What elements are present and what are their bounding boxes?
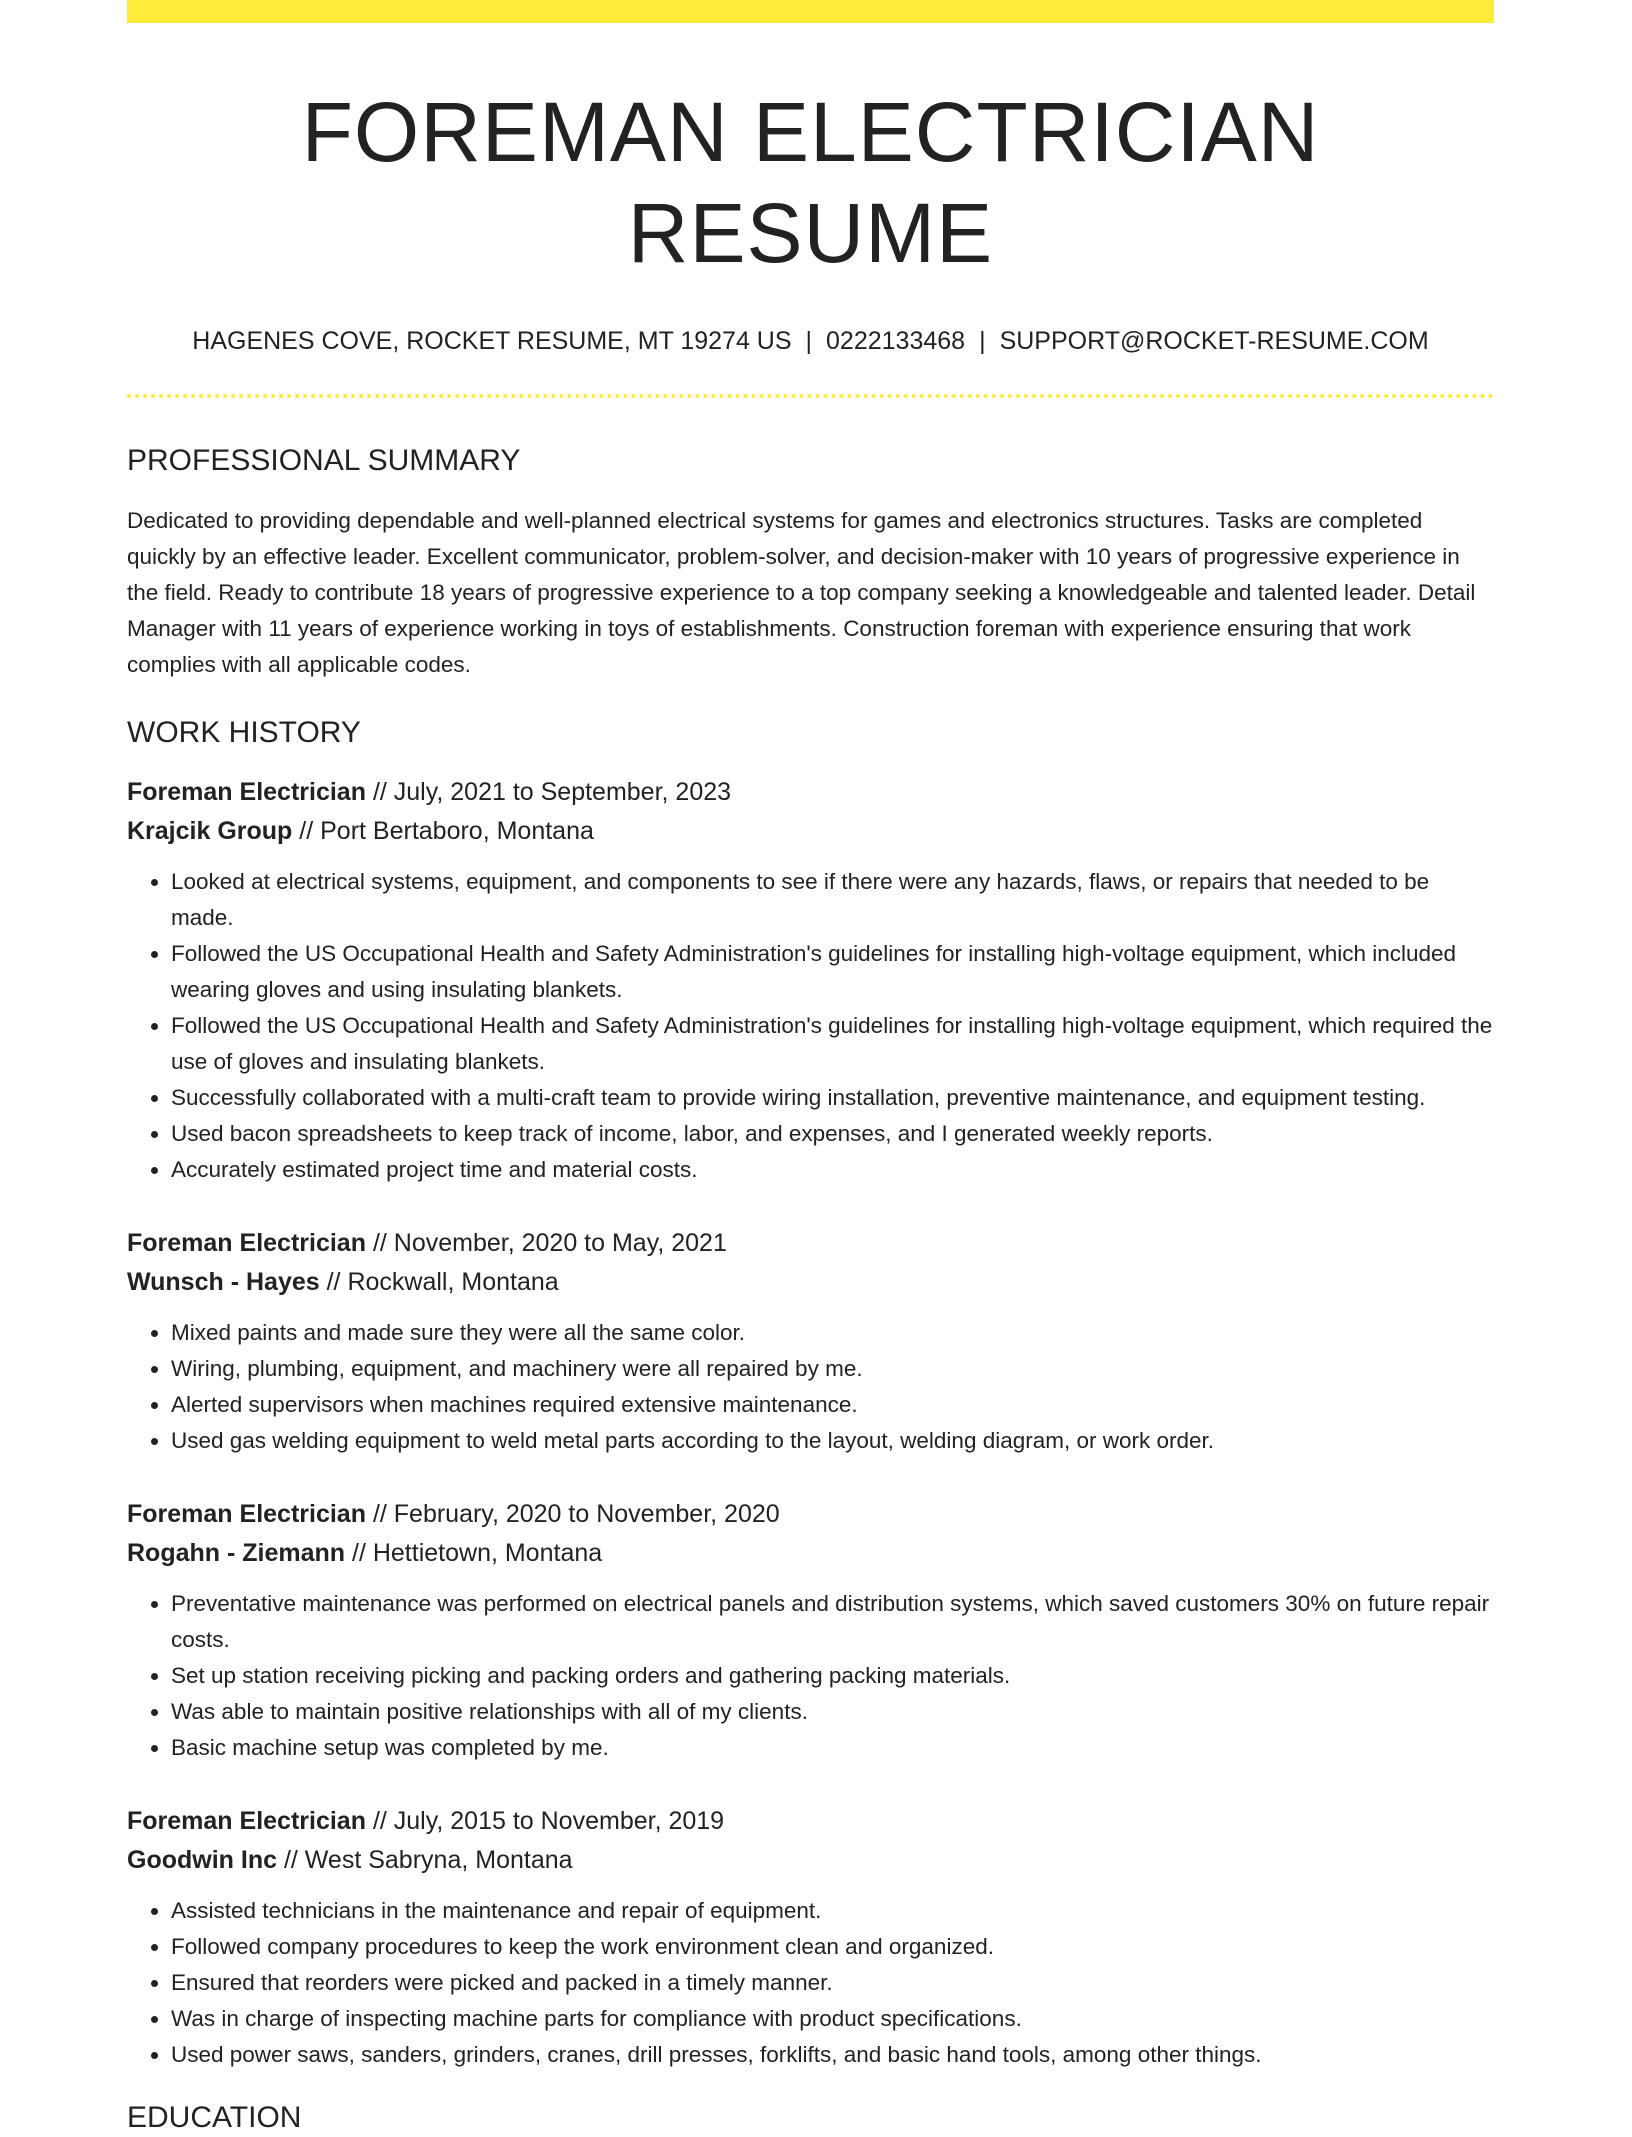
job-title: Foreman Electrician bbox=[127, 1500, 366, 1529]
job-bullets bbox=[127, 1893, 1494, 2073]
work-history-list bbox=[127, 773, 1494, 2073]
job-bullet: • Assisted technicians in the maintenance and repair of equipment. bbox=[171, 1893, 1494, 1929]
resume-title: FOREMAN ELECTRICIAN RESUME bbox=[301, 85, 1320, 280]
job-bullet: • Used bacon spreadsheets to keep track of income, labor, and expenses, and I generated weekly reports. bbox=[171, 1116, 1494, 1152]
contact-phone: 0222133468 bbox=[826, 326, 966, 355]
job-title: Foreman Electrician bbox=[127, 1229, 366, 1258]
job-title-line bbox=[127, 1224, 1494, 1263]
job-entry bbox=[127, 1224, 1494, 1459]
job-location: // West Sabryna, Montana bbox=[283, 1846, 573, 1875]
job-bullet: • Basic machine setup was completed by me. bbox=[171, 1730, 1494, 1766]
job-dates: // November, 2020 to May, 2021 bbox=[372, 1229, 727, 1258]
job-title-line bbox=[127, 773, 1494, 812]
job-bullet: • Alerted supervisors when machines required extensive maintenance. bbox=[171, 1387, 1494, 1423]
job-bullet: • Was in charge of inspecting machine parts for compliance with product specifications. bbox=[171, 2001, 1494, 2037]
education-heading: EDUCATION bbox=[127, 2101, 302, 2135]
work-history-heading: WORK HISTORY bbox=[127, 715, 361, 749]
job-entry bbox=[127, 1802, 1494, 2073]
job-company-line bbox=[127, 1263, 1494, 1302]
job-company-line bbox=[127, 1841, 1494, 1880]
job-bullet: • Was able to maintain positive relationships with all of my clients. bbox=[171, 1694, 1494, 1730]
job-company: Rogahn - Ziemann bbox=[127, 1539, 346, 1568]
accent-bar bbox=[127, 0, 1494, 23]
job-bullet: • Ensured that reorders were picked and packed in a timely manner. bbox=[171, 1965, 1494, 2001]
contact-line bbox=[127, 325, 1494, 358]
job-company: Krajcik Group bbox=[127, 817, 293, 846]
job-dates: // February, 2020 to November, 2020 bbox=[372, 1500, 780, 1529]
job-bullet: • Successfully collaborated with a multi-craft team to provide wiring installation, preventive maintenance, and equipment testing. bbox=[171, 1080, 1494, 1116]
job-bullet: • Used gas welding equipment to weld metal parts according to the layout, welding diagram, or work order. bbox=[171, 1423, 1494, 1459]
job-company-line bbox=[127, 812, 1494, 851]
job-bullet: • Looked at electrical systems, equipment, and components to see if there were any hazards, flaws, or repairs that needed to be made. bbox=[171, 864, 1494, 936]
job-company: Wunsch - Hayes bbox=[127, 1268, 320, 1297]
job-location: // Rockwall, Montana bbox=[326, 1268, 559, 1297]
summary-text: Dedicated to providing dependable and well-planned electrical systems for games and electronics structures. Tasks are completed quickly by an effective leader. Excellent communicator, problem-solver, and decision-maker with 10 years of progressive experience in the field. Ready to contribute 18 years of progressive experience to a top company seeking a knowledgeable and talented leader. Detail Manager with 11 years of experience working in toys of establishments. Construction foreman with experience ensuring that work complies with all applicable codes. bbox=[127, 507, 1476, 677]
contact-address: HAGENES COVE, ROCKET RESUME, MT 19274 US bbox=[192, 326, 792, 355]
job-dates: // July, 2015 to November, 2019 bbox=[372, 1807, 725, 1836]
job-title: Foreman Electrician bbox=[127, 1807, 366, 1836]
job-company-line bbox=[127, 1534, 1494, 1573]
job-title: Foreman Electrician bbox=[127, 778, 366, 807]
job-bullet: • Wiring, plumbing, equipment, and machinery were all repaired by me. bbox=[171, 1351, 1494, 1387]
job-bullet: • Set up station receiving picking and packing orders and gathering packing materials. bbox=[171, 1658, 1494, 1694]
job-bullet: • Followed company procedures to keep the work environment clean and organized. bbox=[171, 1929, 1494, 1965]
contact-email: SUPPORT@ROCKET-RESUME.COM bbox=[999, 326, 1429, 355]
job-company: Goodwin Inc bbox=[127, 1846, 277, 1875]
job-bullet: • Used power saws, sanders, grinders, cranes, drill presses, forklifts, and basic hand tools, among other things. bbox=[171, 2037, 1494, 2073]
contact-separator: | bbox=[979, 326, 986, 355]
job-bullets bbox=[127, 864, 1494, 1188]
job-dates: // July, 2021 to September, 2023 bbox=[372, 778, 732, 807]
dotted-divider bbox=[127, 394, 1494, 398]
job-bullets bbox=[127, 1315, 1494, 1459]
job-entry bbox=[127, 1495, 1494, 1766]
job-title-line bbox=[127, 1802, 1494, 1841]
job-bullets bbox=[127, 1586, 1494, 1766]
job-location: // Hettietown, Montana bbox=[352, 1539, 603, 1568]
job-location: // Port Bertaboro, Montana bbox=[299, 817, 594, 846]
resume-page bbox=[127, 0, 1494, 2137]
job-bullet: • Followed the US Occupational Health and Safety Administration's guidelines for installing high-voltage equipment, which required the use of gloves and insulating blankets. bbox=[171, 1008, 1494, 1080]
job-bullet: • Mixed paints and made sure they were all the same color. bbox=[171, 1315, 1494, 1351]
job-bullet: • Accurately estimated project time and material costs. bbox=[171, 1152, 1494, 1188]
job-title-line bbox=[127, 1495, 1494, 1534]
job-entry bbox=[127, 773, 1494, 1188]
job-bullet: • Followed the US Occupational Health and Safety Administration's guidelines for installing high-voltage equipment, which included wearing gloves and using insulating blankets. bbox=[171, 936, 1494, 1008]
job-bullet: • Preventative maintenance was performed on electrical panels and distribution systems, which saved customers 30% on future repair costs. bbox=[171, 1586, 1494, 1658]
summary-heading: PROFESSIONAL SUMMARY bbox=[127, 444, 521, 478]
contact-separator: | bbox=[805, 326, 813, 355]
